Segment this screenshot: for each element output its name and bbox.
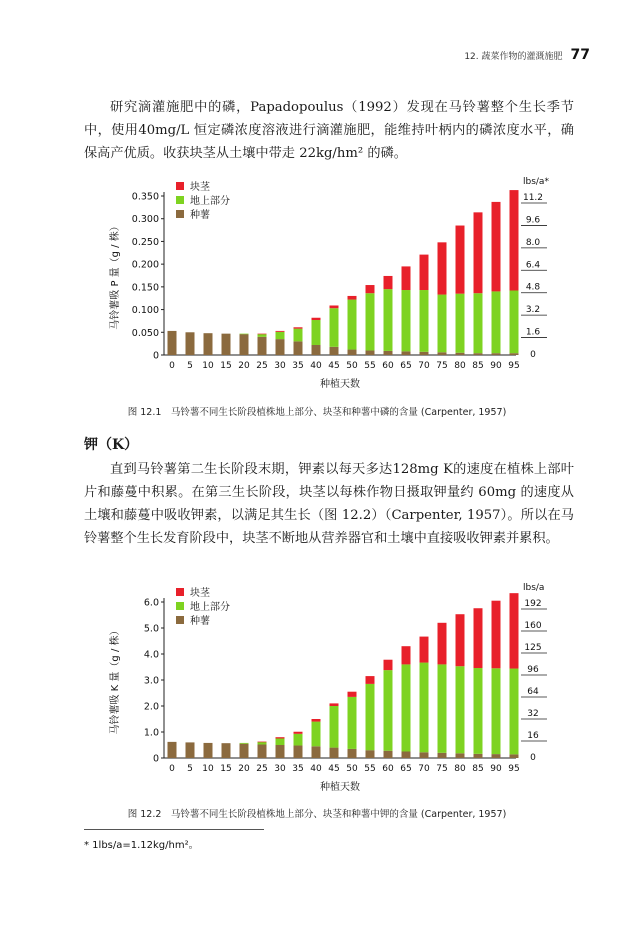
bar-segment — [168, 742, 177, 758]
y-tick-label: 0 — [152, 753, 159, 765]
x-tick-label: 90 — [490, 764, 502, 774]
figure1-caption: 图 12.1 马铃薯不同生长阶段植株地上部分、块茎和种薯中磷的含量 (Carpenter, 1957) — [127, 407, 507, 418]
bar-segment — [204, 333, 213, 355]
right-tick-label: 8.0 — [525, 237, 541, 248]
x-tick-label: 35 — [292, 764, 304, 774]
bar-segment — [258, 742, 267, 743]
right-tick-label: 6.4 — [525, 260, 541, 271]
bar-segment — [384, 276, 393, 289]
bar-segment — [438, 295, 447, 353]
x-tick-label: 0 — [169, 764, 175, 774]
right-tick-label: 3.2 — [525, 305, 541, 316]
bar-segment — [312, 345, 321, 355]
bar-segment — [384, 751, 393, 758]
bar-segment — [348, 749, 357, 758]
right-tick-label: 4.8 — [525, 282, 541, 293]
bar-segment — [348, 692, 357, 697]
bar-segment — [402, 290, 411, 351]
bar-segment — [294, 327, 303, 328]
bar-segment — [420, 290, 429, 352]
bar-segment — [438, 664, 447, 752]
x-tick-label: 60 — [382, 361, 394, 371]
bar-segment — [402, 266, 411, 290]
legend-swatch — [176, 616, 184, 624]
bar-segment — [510, 290, 519, 353]
bar-segment — [240, 743, 249, 744]
bar-segment — [330, 308, 339, 347]
bar-segment — [366, 285, 375, 293]
phosphorus-uptake-chart — [0, 172, 634, 412]
bar-segment — [258, 334, 267, 337]
x-tick-label: 65 — [400, 764, 412, 774]
right-tick-label: 0 — [530, 753, 536, 763]
potassium-uptake-chart — [0, 572, 634, 812]
paragraph-potassium-text: 直到马铃薯第二生长阶段末期，钾素以每天多达128mg K的速度在植株上部叶片和藤蔓中积累。在第三生长阶段，块茎以每株作物日摄取钾量约 60mg 的速度从土壤和藤蔓中吸收钾素，以满足其生长（图 12.2）（Carpenter, 1957）。所以在马铃薯整个生长发育阶段中，块茎不断地从营养器官和土壤中直接吸收钾素并累积。 — [84, 462, 574, 546]
bar-segment — [348, 697, 357, 749]
x-tick-label: 0 — [169, 361, 175, 371]
x-tick-label: 95 — [508, 361, 520, 371]
bar-segment — [294, 329, 303, 342]
right-tick-label: 96 — [527, 665, 539, 675]
x-tick-label: 50 — [346, 764, 358, 774]
right-tick-label: 160 — [524, 621, 542, 631]
x-tick-label: 80 — [454, 764, 466, 774]
x-tick-label: 20 — [238, 361, 250, 371]
x-tick-label: 15 — [220, 764, 232, 774]
x-tick-label: 80 — [454, 361, 466, 371]
bar-segment — [510, 593, 519, 668]
x-tick-label: 55 — [364, 764, 376, 774]
bar-segment — [240, 334, 249, 355]
y-tick-label: 5.0 — [143, 623, 159, 635]
x-tick-label: 40 — [310, 764, 322, 774]
bar-segment — [366, 750, 375, 758]
bar-segment — [312, 719, 321, 722]
y-tick-label: 3.0 — [143, 675, 159, 687]
bar-segment — [384, 670, 393, 751]
bar-segment — [438, 623, 447, 665]
x-tick-label: 10 — [202, 764, 214, 774]
x-tick-label: 5 — [187, 764, 193, 774]
bar-segment — [312, 320, 321, 345]
right-tick-label: 0 — [530, 350, 536, 360]
y-tick-label: 0.250 — [131, 236, 159, 248]
bar-segment — [420, 637, 429, 663]
y-axis-label: 马铃薯吸 P 量（g / 株） — [110, 221, 121, 330]
bar-segment — [168, 331, 177, 355]
bar-segment — [222, 743, 231, 758]
bar-segment — [438, 242, 447, 294]
bar-segment — [366, 684, 375, 750]
paragraph-phosphorus-text: 研究滴灌施肥中的磷，Papadopoulus（1992）发现在马铃薯整个生长季节中，使用40mg/L 恒定磷浓度溶液进行滴灌施肥，能维持叶柄内的磷浓度水平，确保高产优质。收获块茎从土壤中带走 22kg/hm² 的磷。 — [84, 100, 574, 161]
bar-segment — [474, 608, 483, 668]
y-tick-label: 0.150 — [131, 282, 159, 294]
x-tick-label: 60 — [382, 764, 394, 774]
legend-swatch — [176, 588, 184, 596]
x-tick-label: 55 — [364, 361, 376, 371]
bar-segment — [456, 226, 465, 294]
paragraph-potassium — [84, 458, 574, 550]
bar-segment — [474, 212, 483, 293]
bar-segment — [294, 734, 303, 746]
y-tick-label: 0.050 — [131, 327, 159, 339]
legend-swatch — [176, 182, 184, 190]
y-tick-label: 0.350 — [131, 191, 159, 203]
bar-segment — [312, 746, 321, 758]
legend-swatch — [176, 602, 184, 610]
bar-segment — [330, 706, 339, 748]
bar-segment — [276, 339, 285, 355]
bar-segment — [510, 190, 519, 290]
bar-segment — [276, 739, 285, 746]
bar-segment — [330, 748, 339, 758]
bar-segment — [366, 293, 375, 350]
bar-segment — [402, 752, 411, 759]
right-tick-label: 32 — [527, 709, 539, 719]
bar-segment — [402, 351, 411, 355]
y-tick-label: 1.0 — [143, 727, 159, 739]
x-axis-label: 种植天数 — [320, 782, 360, 793]
bar-segment — [366, 676, 375, 684]
bar-segment — [330, 703, 339, 706]
x-tick-label: 30 — [274, 361, 286, 371]
bar-segment — [312, 318, 321, 320]
bar-segment — [420, 663, 429, 753]
bar-segment — [402, 646, 411, 664]
x-tick-label: 25 — [256, 361, 268, 371]
bar-segment — [420, 752, 429, 758]
bar-segment — [276, 745, 285, 758]
x-tick-label: 90 — [490, 361, 502, 371]
bar-segment — [474, 754, 483, 758]
bar-segment — [186, 332, 195, 355]
bar-segment — [438, 753, 447, 758]
y-tick-label: 0.200 — [131, 259, 159, 271]
bar-segment — [258, 334, 267, 335]
bar-segment — [492, 754, 501, 758]
bar-segment — [492, 353, 501, 355]
bar-segment — [492, 202, 501, 291]
bar-segment — [492, 601, 501, 669]
right-tick-label: 16 — [527, 731, 539, 741]
y-tick-label: 2.0 — [143, 701, 159, 713]
bar-segment — [330, 305, 339, 308]
bar-segment — [222, 334, 231, 355]
page-number: 77 — [570, 47, 590, 63]
section-heading-potassium: 钾（K） — [84, 437, 139, 453]
bar-segment — [294, 341, 303, 355]
y-tick-label: 0.300 — [131, 214, 159, 226]
bar-segment — [348, 296, 357, 300]
y-tick-label: 4.0 — [143, 649, 159, 661]
bar-segment — [456, 353, 465, 355]
x-tick-label: 35 — [292, 361, 304, 371]
bar-segment — [492, 291, 501, 353]
right-tick-label: 1.6 — [525, 327, 541, 338]
x-tick-label: 65 — [400, 361, 412, 371]
legend-label: 块茎 — [190, 588, 210, 599]
x-tick-label: 75 — [436, 764, 448, 774]
bar-segment — [348, 300, 357, 350]
bar-segment — [240, 744, 249, 758]
x-axis-label: 种植天数 — [320, 379, 360, 390]
bar-segment — [294, 732, 303, 734]
x-tick-label: 40 — [310, 361, 322, 371]
footnote: * 1lbs/a=1.12kg/hm²。 — [84, 840, 199, 851]
right-tick-label: 125 — [524, 643, 542, 653]
bar-segment — [384, 660, 393, 670]
bar-segment — [456, 294, 465, 353]
y-tick-label: 6.0 — [143, 597, 159, 609]
y-axis-label: 马铃薯吸 K 量（g / 株） — [110, 625, 121, 735]
y-tick-label: 0.100 — [131, 305, 159, 317]
bar-segment — [240, 334, 249, 335]
legend-label: 地上部分 — [190, 602, 230, 613]
x-tick-label: 75 — [436, 361, 448, 371]
y-tick-label: 0 — [152, 350, 159, 362]
bar-segment — [402, 664, 411, 751]
bar-segment — [492, 668, 501, 754]
x-tick-label: 25 — [256, 764, 268, 774]
bar-segment — [330, 347, 339, 355]
bar-segment — [474, 293, 483, 353]
x-tick-label: 85 — [472, 764, 484, 774]
x-tick-label: 70 — [418, 361, 430, 371]
bar-segment — [474, 353, 483, 355]
x-tick-label: 45 — [328, 361, 340, 371]
bar-segment — [384, 289, 393, 351]
right-tick-label: 64 — [527, 687, 539, 697]
bar-segment — [258, 742, 267, 745]
legend-label: 种薯 — [190, 210, 210, 221]
bar-segment — [384, 351, 393, 355]
legend-label: 种薯 — [190, 616, 210, 627]
bar-segment — [438, 352, 447, 355]
bar-segment — [510, 754, 519, 758]
bar-segment — [456, 614, 465, 666]
legend-swatch — [176, 196, 184, 204]
bar-segment — [204, 743, 213, 758]
x-tick-label: 15 — [220, 361, 232, 371]
x-tick-label: 10 — [202, 361, 214, 371]
bar-segment — [510, 669, 519, 755]
bar-segment — [276, 332, 285, 339]
bar-segment — [456, 753, 465, 758]
bar-segment — [258, 744, 267, 758]
figure2-caption: 图 12.2 马铃薯不同生长阶段植株地上部分、块茎和种薯中钾的含量 (Carpenter, 1957) — [127, 809, 507, 820]
x-tick-label: 20 — [238, 764, 250, 774]
x-tick-label: 30 — [274, 764, 286, 774]
bar-segment — [276, 737, 285, 738]
legend-swatch — [176, 210, 184, 218]
bar-segment — [276, 331, 285, 332]
right-axis-label: lbs/a* — [523, 177, 549, 187]
running-title: 12. 蔬菜作物的灌溉施肥 — [464, 52, 563, 62]
x-tick-label: 5 — [187, 361, 193, 371]
bar-segment — [348, 350, 357, 355]
right-axis-label: lbs/a — [523, 583, 545, 593]
bar-segment — [510, 353, 519, 355]
right-tick-label: 9.6 — [525, 215, 541, 226]
bar-segment — [258, 337, 267, 355]
right-tick-label: 11.2 — [522, 193, 544, 203]
bar-segment — [420, 352, 429, 355]
footnote-rule — [84, 829, 264, 830]
bar-segment — [474, 668, 483, 754]
legend-label: 块茎 — [190, 182, 210, 193]
bar-segment — [420, 255, 429, 290]
bar-segment — [312, 722, 321, 747]
x-tick-label: 85 — [472, 361, 484, 371]
bar-segment — [456, 666, 465, 753]
legend-label: 地上部分 — [190, 196, 230, 207]
paragraph-phosphorus — [84, 96, 574, 165]
x-tick-label: 50 — [346, 361, 358, 371]
bar-segment — [186, 742, 195, 758]
x-tick-label: 95 — [508, 764, 520, 774]
right-tick-label: 192 — [524, 599, 542, 609]
x-tick-label: 45 — [328, 764, 340, 774]
bar-segment — [366, 350, 375, 355]
x-tick-label: 70 — [418, 764, 430, 774]
bar-segment — [294, 746, 303, 758]
running-header — [464, 47, 590, 63]
